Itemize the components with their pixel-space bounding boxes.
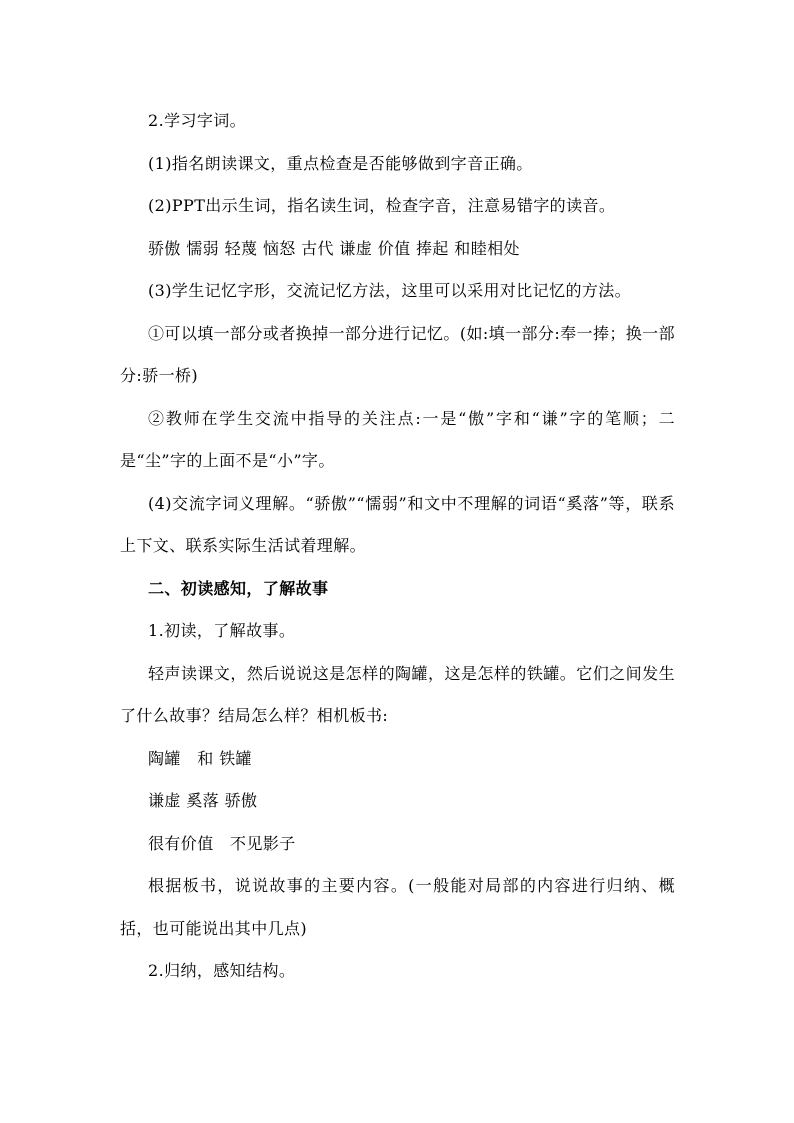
document-body bbox=[120, 100, 675, 993]
paragraph-read-aloud: (1)指名朗读课文，重点检查是否能够做到字音正确。 bbox=[148, 153, 533, 173]
paragraph-memory-method: (3)学生记忆字形，交流记忆方法，这里可以采用对比记忆的方法。 bbox=[148, 281, 632, 300]
paragraph-read-softly: 轻声读课文，然后说说这是怎样的陶罐，这是怎样的铁罐。它们之间发生了什么故事？结局怎么样？相机板书: bbox=[120, 663, 675, 725]
paragraph-word-meaning: (4)交流字词义理解。“骄傲”“懦弱”和文中不理解的词语“奚落”等，联系上下文、联系实际生活试着理解。 bbox=[120, 493, 675, 555]
paragraph-summarize-structure: 2.归纳，感知结构。 bbox=[148, 961, 296, 980]
paragraph-learn-words-heading: 2.学习字词。 bbox=[148, 111, 247, 130]
paragraph-teacher-focus: ②教师在学生交流中指导的关注点:一是“傲”字和“谦”字的笔顺；二是“尘”字的上面不是“小”字。 bbox=[120, 408, 675, 470]
paragraph-main-content: 根据板书，说说故事的主要内容。(一般能对局部的内容进行归纳、概括，也可能说出其中几点) bbox=[120, 876, 675, 938]
paragraph-board-line-1: 陶罐 和 铁罐 bbox=[148, 748, 252, 768]
section-heading-first-reading: 二、初读感知，了解故事 bbox=[148, 578, 329, 598]
paragraph-fill-replace: ①可以填一部分或者换掉一部分进行记忆。(如:填一部分:奉一捧；换一部分:骄一桥) bbox=[120, 323, 675, 385]
paragraph-board-line-2: 谦虚 奚落 骄傲 bbox=[148, 791, 258, 810]
paragraph-board-line-3: 很有价值 不见影子 bbox=[148, 833, 296, 853]
paragraph-first-reading: 1.初读，了解故事。 bbox=[148, 621, 296, 640]
paragraph-ppt-words: (2)PPT出示生词，指名读生词，检查字音，注意易错字的读音。 bbox=[148, 196, 616, 215]
paragraph-word-list: 骄傲 懦弱 轻蔑 恼怒 古代 谦虚 价值 捧起 和睦相处 bbox=[148, 238, 520, 258]
